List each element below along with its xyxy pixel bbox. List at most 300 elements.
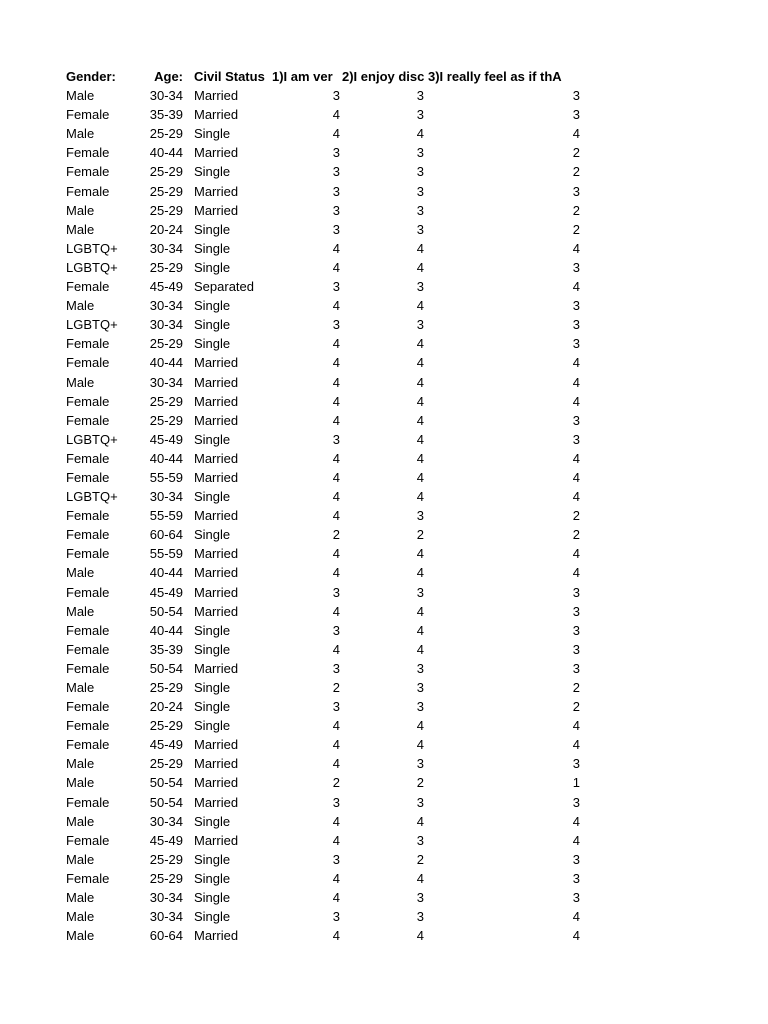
cell-gender: Male xyxy=(66,565,95,581)
cell-civil-status: Married xyxy=(194,450,239,466)
cell-age: 40-44 xyxy=(149,565,183,581)
cell-gender: Male xyxy=(66,909,95,925)
cell-q2: 4 xyxy=(416,336,424,352)
cell-q3: 2 xyxy=(572,202,580,218)
cell-q3: 4 xyxy=(572,737,580,753)
cell-q2: 4 xyxy=(416,259,424,275)
table-row xyxy=(0,697,768,716)
cell-civil-status: Married xyxy=(194,88,239,104)
table-row xyxy=(0,621,768,640)
table-row xyxy=(0,754,768,773)
cell-q1: 3 xyxy=(332,909,340,925)
cell-q3: 3 xyxy=(572,88,580,104)
cell-q3: 3 xyxy=(572,317,580,333)
cell-q3: 1 xyxy=(572,775,580,791)
cell-gender: Female xyxy=(66,508,110,524)
table-row xyxy=(0,602,768,621)
cell-civil-status: Married xyxy=(194,737,239,753)
cell-age: 25-29 xyxy=(149,393,183,409)
cell-q1: 3 xyxy=(332,145,340,161)
cell-age: 40-44 xyxy=(149,622,183,638)
cell-q1: 2 xyxy=(332,527,340,543)
cell-q3: 3 xyxy=(572,794,580,810)
cell-q3: 3 xyxy=(572,851,580,867)
cell-civil-status: Single xyxy=(194,851,231,867)
cell-civil-status: Married xyxy=(194,832,239,848)
cell-q3: 4 xyxy=(572,489,580,505)
cell-civil-status: Single xyxy=(194,298,231,314)
cell-gender: Female xyxy=(66,412,110,428)
cell-q2: 3 xyxy=(416,317,424,333)
cell-gender: Female xyxy=(66,393,110,409)
table-row xyxy=(0,277,768,296)
cell-q2: 4 xyxy=(416,489,424,505)
cell-age: 25-29 xyxy=(149,851,183,867)
table-row xyxy=(0,162,768,181)
table-row xyxy=(0,143,768,162)
cell-q3: 2 xyxy=(572,164,580,180)
cell-age: 20-24 xyxy=(149,699,183,715)
cell-gender: Female xyxy=(66,584,110,600)
cell-q1: 4 xyxy=(332,603,340,619)
cell-q2: 4 xyxy=(416,622,424,638)
cell-q1: 2 xyxy=(332,775,340,791)
cell-age: 25-29 xyxy=(149,259,183,275)
table-row xyxy=(0,640,768,659)
cell-civil-status: Single xyxy=(194,240,231,256)
cell-gender: LGBTQ+ xyxy=(66,259,118,275)
cell-civil-status: Single xyxy=(194,699,231,715)
cell-q3: 3 xyxy=(572,107,580,123)
cell-q2: 4 xyxy=(416,813,424,829)
cell-q1: 4 xyxy=(332,355,340,371)
table-row xyxy=(0,659,768,678)
cell-q2: 4 xyxy=(416,431,424,447)
cell-q2: 3 xyxy=(416,183,424,199)
cell-age: 45-49 xyxy=(149,279,183,295)
cell-gender: Female xyxy=(66,546,110,562)
cell-q2: 3 xyxy=(416,584,424,600)
cell-civil-status: Married xyxy=(194,756,239,772)
cell-age: 30-34 xyxy=(149,240,183,256)
table-row xyxy=(0,334,768,353)
cell-q2: 4 xyxy=(416,393,424,409)
cell-age: 30-34 xyxy=(149,374,183,390)
table-row xyxy=(0,850,768,869)
cell-q3: 4 xyxy=(572,279,580,295)
cell-q3: 4 xyxy=(572,546,580,562)
cell-civil-status: Single xyxy=(194,126,231,142)
cell-q2: 3 xyxy=(416,221,424,237)
cell-q2: 3 xyxy=(416,699,424,715)
table-row xyxy=(0,220,768,239)
cell-q2: 4 xyxy=(416,126,424,142)
cell-q1: 4 xyxy=(332,489,340,505)
cell-q2: 3 xyxy=(416,279,424,295)
cell-age: 30-34 xyxy=(149,489,183,505)
cell-q1: 3 xyxy=(332,221,340,237)
table-row xyxy=(0,583,768,602)
cell-q3: 4 xyxy=(572,126,580,142)
table-row xyxy=(0,201,768,220)
cell-q2: 4 xyxy=(416,298,424,314)
cell-q1: 3 xyxy=(332,699,340,715)
table-row xyxy=(0,449,768,468)
cell-gender: Female xyxy=(66,622,110,638)
cell-gender: Female xyxy=(66,832,110,848)
cell-gender: Female xyxy=(66,718,110,734)
cell-q1: 4 xyxy=(332,240,340,256)
table-row xyxy=(0,296,768,315)
table-row xyxy=(0,430,768,449)
cell-q2: 3 xyxy=(416,680,424,695)
cell-gender: Female xyxy=(66,699,110,715)
cell-civil-status: Married xyxy=(194,660,239,676)
cell-gender: Female xyxy=(66,279,110,295)
cell-q1: 4 xyxy=(332,718,340,734)
cell-q2: 4 xyxy=(416,355,424,371)
cell-q1: 3 xyxy=(332,851,340,867)
cell-gender: Female xyxy=(66,107,110,123)
table-row xyxy=(0,315,768,334)
cell-q1: 3 xyxy=(332,202,340,218)
cell-age: 55-59 xyxy=(149,469,183,485)
cell-age: 40-44 xyxy=(149,145,183,161)
cell-q2: 4 xyxy=(416,718,424,734)
cell-civil-status: Married xyxy=(194,355,239,371)
cell-q3: 3 xyxy=(572,660,580,676)
cell-civil-status: Single xyxy=(194,317,231,333)
table-row xyxy=(0,182,768,201)
cell-q3: 3 xyxy=(572,431,580,447)
cell-civil-status: Married xyxy=(194,584,239,600)
cell-civil-status: Single xyxy=(194,164,231,180)
table-row xyxy=(0,563,768,582)
table-row xyxy=(0,888,768,907)
cell-q3: 3 xyxy=(572,890,580,906)
cell-q3: 3 xyxy=(572,183,580,199)
cell-age: 25-29 xyxy=(149,202,183,218)
spreadsheet xyxy=(0,67,768,945)
table-row xyxy=(0,544,768,563)
cell-gender: Male xyxy=(66,374,95,390)
cell-gender: Female xyxy=(66,794,110,810)
table-row xyxy=(0,678,768,697)
cell-q1: 3 xyxy=(332,279,340,295)
cell-q3: 3 xyxy=(572,298,580,314)
cell-age: 50-54 xyxy=(149,794,183,810)
table-row xyxy=(0,468,768,487)
cell-q2: 3 xyxy=(416,145,424,161)
cell-gender: Female xyxy=(66,183,110,199)
cell-civil-status: Married xyxy=(194,603,239,619)
table-row xyxy=(0,869,768,888)
cell-q1: 4 xyxy=(332,107,340,123)
cell-q3: 2 xyxy=(572,508,580,524)
cell-q1: 4 xyxy=(332,450,340,466)
table-row xyxy=(0,86,768,105)
cell-q3: 2 xyxy=(572,527,580,543)
cell-civil-status: Single xyxy=(194,221,231,237)
cell-age: 35-39 xyxy=(149,641,183,657)
cell-q3: 4 xyxy=(572,469,580,485)
table-row xyxy=(0,411,768,430)
cell-q2: 4 xyxy=(416,546,424,562)
cell-civil-status: Married xyxy=(194,374,239,390)
cell-q1: 4 xyxy=(332,890,340,906)
table-row xyxy=(0,105,768,124)
cell-q3: 2 xyxy=(572,680,580,695)
cell-civil-status: Married xyxy=(194,469,239,485)
table-row xyxy=(0,793,768,812)
cell-q3: 3 xyxy=(572,584,580,600)
cell-q1: 4 xyxy=(332,126,340,142)
cell-q3: 4 xyxy=(572,832,580,848)
cell-civil-status: Single xyxy=(194,489,231,505)
cell-civil-status: Married xyxy=(194,412,239,428)
cell-q1: 3 xyxy=(332,317,340,333)
cell-age: 35-39 xyxy=(149,107,183,123)
cell-gender: Female xyxy=(66,145,110,161)
cell-gender: LGBTQ+ xyxy=(66,240,118,256)
header-q2: 2)I enjoy disc xyxy=(342,69,425,84)
cell-gender: Male xyxy=(66,221,95,237)
cell-q1: 4 xyxy=(332,393,340,409)
cell-age: 50-54 xyxy=(149,660,183,676)
header-civil-status: Civil Status xyxy=(194,69,265,84)
cell-q2: 3 xyxy=(416,107,424,123)
cell-q2: 4 xyxy=(416,928,424,944)
cell-q1: 4 xyxy=(332,336,340,352)
cell-gender: Female xyxy=(66,355,110,371)
cell-age: 55-59 xyxy=(149,508,183,524)
cell-age: 30-34 xyxy=(149,813,183,829)
cell-q3: 3 xyxy=(572,336,580,352)
cell-q3: 4 xyxy=(572,393,580,409)
cell-q2: 4 xyxy=(416,240,424,256)
cell-civil-status: Single xyxy=(194,527,231,543)
cell-age: 30-34 xyxy=(149,317,183,333)
cell-civil-status: Married xyxy=(194,183,239,199)
cell-q3: 3 xyxy=(572,603,580,619)
cell-civil-status: Married xyxy=(194,508,239,524)
cell-q3: 4 xyxy=(572,565,580,581)
cell-age: 30-34 xyxy=(149,298,183,314)
cell-age: 45-49 xyxy=(149,832,183,848)
cell-q1: 4 xyxy=(332,259,340,275)
cell-civil-status: Married xyxy=(194,145,239,161)
cell-civil-status: Married xyxy=(194,202,239,218)
cell-gender: Male xyxy=(66,890,95,906)
cell-q2: 3 xyxy=(416,508,424,524)
cell-gender: Male xyxy=(66,756,95,772)
cell-civil-status: Single xyxy=(194,680,231,695)
cell-q1: 4 xyxy=(332,737,340,753)
cell-civil-status: Married xyxy=(194,546,239,562)
cell-q1: 4 xyxy=(332,469,340,485)
cell-gender: Male xyxy=(66,851,95,867)
cell-q2: 3 xyxy=(416,164,424,180)
cell-q1: 4 xyxy=(332,508,340,524)
cell-q2: 4 xyxy=(416,737,424,753)
cell-age: 60-64 xyxy=(149,527,183,543)
cell-q3: 2 xyxy=(572,221,580,237)
cell-gender: Female xyxy=(66,336,110,352)
header-q3: 3)I really feel as if thA xyxy=(428,69,562,84)
cell-q3: 2 xyxy=(572,145,580,161)
cell-age: 55-59 xyxy=(149,546,183,562)
cell-q1: 3 xyxy=(332,622,340,638)
table-row xyxy=(0,735,768,754)
cell-q2: 4 xyxy=(416,469,424,485)
table-row xyxy=(0,907,768,926)
cell-age: 45-49 xyxy=(149,737,183,753)
cell-civil-status: Married xyxy=(194,775,239,791)
cell-age: 50-54 xyxy=(149,775,183,791)
table-row xyxy=(0,773,768,792)
cell-gender: LGBTQ+ xyxy=(66,489,118,505)
cell-gender: Male xyxy=(66,680,95,695)
cell-civil-status: Married xyxy=(194,565,239,581)
cell-q1: 3 xyxy=(332,183,340,199)
cell-gender: LGBTQ+ xyxy=(66,317,118,333)
cell-age: 50-54 xyxy=(149,603,183,619)
cell-civil-status: Married xyxy=(194,928,239,944)
cell-gender: Female xyxy=(66,641,110,657)
cell-civil-status: Single xyxy=(194,890,231,906)
cell-gender: Male xyxy=(66,813,95,829)
cell-q1: 2 xyxy=(332,680,340,695)
table-row xyxy=(0,373,768,392)
table-row xyxy=(0,506,768,525)
cell-gender: Male xyxy=(66,88,95,104)
header-gender: Gender: xyxy=(66,69,116,84)
cell-civil-status: Married xyxy=(194,107,239,123)
cell-gender: Male xyxy=(66,202,95,218)
cell-q3: 4 xyxy=(572,928,580,944)
cell-age: 30-34 xyxy=(149,909,183,925)
cell-q3: 2 xyxy=(572,699,580,715)
table-row xyxy=(0,239,768,258)
cell-q3: 3 xyxy=(572,259,580,275)
cell-age: 25-29 xyxy=(149,183,183,199)
table-row xyxy=(0,353,768,372)
cell-gender: Male xyxy=(66,603,95,619)
cell-gender: Female xyxy=(66,660,110,676)
header-q1: 1)I am ver xyxy=(272,69,333,84)
cell-q1: 4 xyxy=(332,832,340,848)
cell-age: 20-24 xyxy=(149,221,183,237)
cell-age: 25-29 xyxy=(149,870,183,886)
cell-civil-status: Single xyxy=(194,870,231,886)
cell-age: 25-29 xyxy=(149,336,183,352)
cell-q2: 4 xyxy=(416,870,424,886)
cell-q2: 2 xyxy=(416,851,424,867)
table-row xyxy=(0,258,768,277)
cell-age: 40-44 xyxy=(149,355,183,371)
cell-q1: 4 xyxy=(332,756,340,772)
cell-gender: Female xyxy=(66,164,110,180)
header-row xyxy=(0,67,768,86)
cell-q2: 3 xyxy=(416,794,424,810)
cell-age: 25-29 xyxy=(149,412,183,428)
cell-q1: 4 xyxy=(332,870,340,886)
cell-q1: 4 xyxy=(332,546,340,562)
cell-gender: Male xyxy=(66,298,95,314)
cell-q3: 3 xyxy=(572,622,580,638)
cell-q3: 3 xyxy=(572,870,580,886)
cell-q3: 3 xyxy=(572,756,580,772)
cell-q1: 3 xyxy=(332,431,340,447)
cell-q1: 4 xyxy=(332,928,340,944)
cell-age: 45-49 xyxy=(149,584,183,600)
cell-q2: 4 xyxy=(416,565,424,581)
cell-age: 25-29 xyxy=(149,164,183,180)
cell-q2: 4 xyxy=(416,603,424,619)
data-rows xyxy=(0,86,768,945)
cell-q2: 2 xyxy=(416,527,424,543)
cell-q3: 4 xyxy=(572,240,580,256)
cell-q2: 3 xyxy=(416,909,424,925)
cell-q1: 3 xyxy=(332,88,340,104)
cell-civil-status: Single xyxy=(194,259,231,275)
cell-q2: 3 xyxy=(416,88,424,104)
cell-gender: LGBTQ+ xyxy=(66,431,118,447)
cell-q2: 4 xyxy=(416,374,424,390)
cell-civil-status: Single xyxy=(194,641,231,657)
cell-q1: 4 xyxy=(332,374,340,390)
table-row xyxy=(0,812,768,831)
cell-gender: Female xyxy=(66,527,110,543)
cell-civil-status: Married xyxy=(194,393,239,409)
cell-q3: 3 xyxy=(572,641,580,657)
cell-q2: 4 xyxy=(416,641,424,657)
cell-age: 40-44 xyxy=(149,450,183,466)
cell-q2: 3 xyxy=(416,660,424,676)
cell-gender: Female xyxy=(66,469,110,485)
cell-q2: 4 xyxy=(416,450,424,466)
cell-gender: Female xyxy=(66,870,110,886)
cell-q3: 4 xyxy=(572,374,580,390)
cell-civil-status: Single xyxy=(194,336,231,352)
cell-q1: 3 xyxy=(332,794,340,810)
cell-age: 30-34 xyxy=(149,88,183,104)
cell-q1: 3 xyxy=(332,660,340,676)
cell-civil-status: Single xyxy=(194,718,231,734)
cell-q2: 2 xyxy=(416,775,424,791)
cell-q1: 4 xyxy=(332,412,340,428)
cell-q3: 4 xyxy=(572,355,580,371)
header-age: Age: xyxy=(154,69,183,84)
cell-civil-status: Single xyxy=(194,431,231,447)
cell-age: 25-29 xyxy=(149,718,183,734)
cell-q3: 3 xyxy=(572,412,580,428)
cell-q2: 3 xyxy=(416,202,424,218)
cell-q1: 3 xyxy=(332,584,340,600)
table-row xyxy=(0,124,768,143)
cell-civil-status: Single xyxy=(194,622,231,638)
cell-q1: 4 xyxy=(332,641,340,657)
cell-q2: 4 xyxy=(416,412,424,428)
cell-q1: 3 xyxy=(332,164,340,180)
cell-civil-status: Married xyxy=(194,794,239,810)
table-row xyxy=(0,487,768,506)
cell-age: 25-29 xyxy=(149,756,183,772)
cell-civil-status: Single xyxy=(194,813,231,829)
cell-q2: 3 xyxy=(416,832,424,848)
cell-age: 45-49 xyxy=(149,431,183,447)
cell-gender: Female xyxy=(66,737,110,753)
